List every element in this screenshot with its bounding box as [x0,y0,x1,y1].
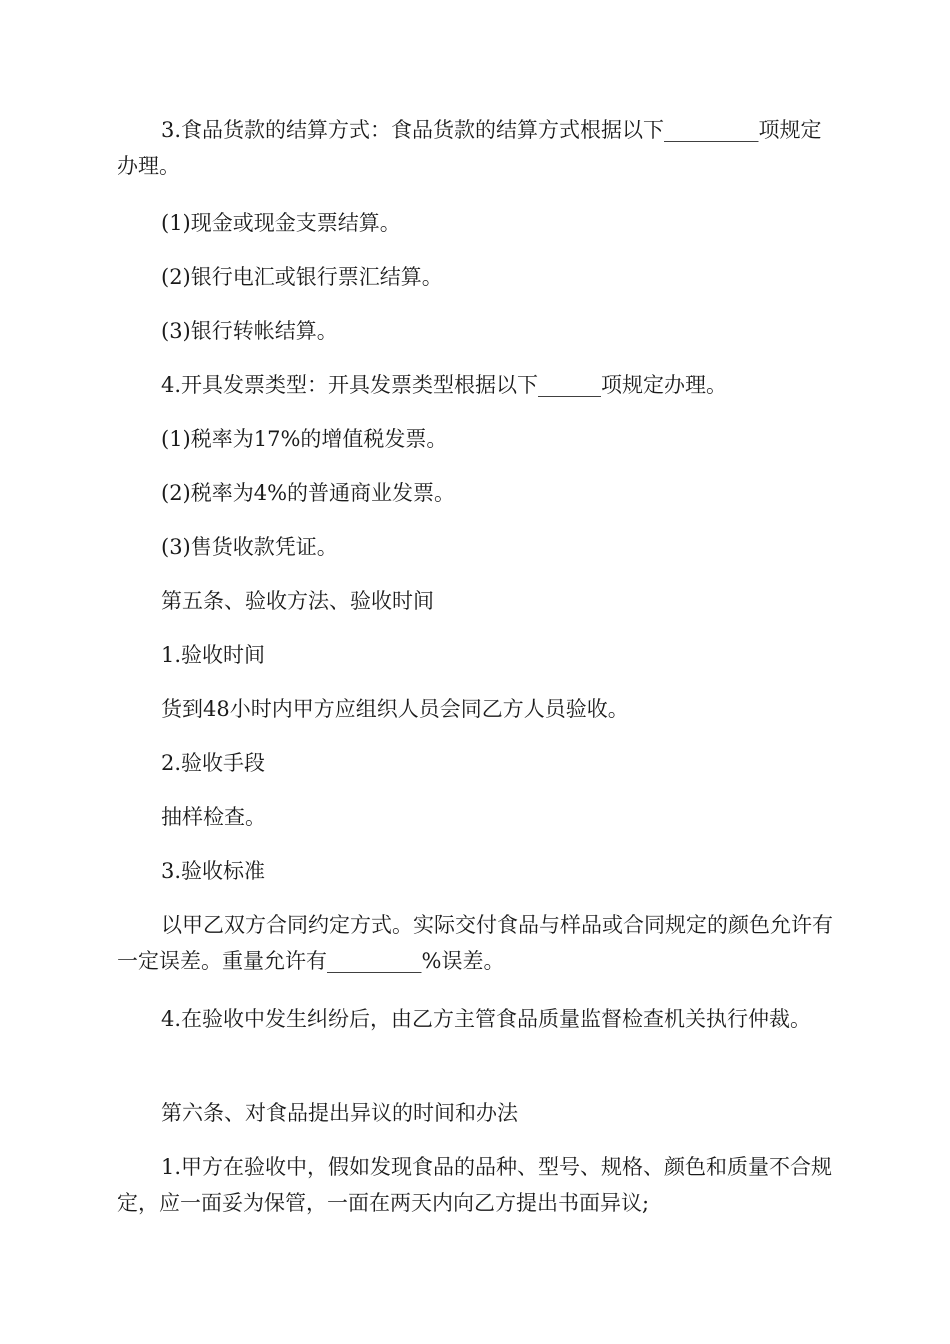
paragraph-invoice-option-3: (3)售货收款凭证。 [161,535,338,559]
section-heading-article-6: 第六条、对食品提出异议的时间和办法 [161,1101,518,1125]
paragraph-inspection-method: 抽样检查。 [161,805,266,829]
paragraph-invoice-option-1: (1)税率为17%的增值税发票。 [161,427,448,451]
subheading-inspection-method: 2.验收手段 [161,751,266,775]
paragraph-inspection-standard: 以甲乙双方合同约定方式。实际交付食品与样品或合同规定的颜色允许有一定误差。重量允许有_________%误差。 [117,913,833,973]
paragraph-invoice-type: 4.开具发票类型：开具发票类型根据以下______项规定办理。 [161,373,728,397]
subheading-inspection-time: 1.验收时间 [161,643,266,667]
paragraph-dispute-arbitration: 4.在验收中发生纠纷后，由乙方主管食品质量监督检查机关执行仲裁。 [161,1007,812,1031]
paragraph-settlement-option-1: (1)现金或现金支票结算。 [161,211,401,235]
paragraph-settlement-option-2: (2)银行电汇或银行票汇结算。 [161,265,443,289]
paragraph-invoice-option-2: (2)税率为4%的普通商业发票。 [161,481,456,505]
paragraph-settlement-method: 3.食品货款的结算方式：食品货款的结算方式根据以下_________项规定办理。 [117,118,822,178]
section-heading-article-5: 第五条、验收方法、验收时间 [161,589,434,613]
paragraph-settlement-option-3: (3)银行转帐结算。 [161,319,338,343]
subheading-inspection-standard: 3.验收标准 [161,859,266,883]
paragraph-inspection-time: 货到48小时内甲方应组织人员会同乙方人员验收。 [161,697,629,721]
paragraph-objection-procedure: 1.甲方在验收中，假如发现食品的品种、型号、规格、颜色和质量不合规定，应一面妥为保管，一面在两天内向乙方提出书面异议; [117,1155,833,1215]
